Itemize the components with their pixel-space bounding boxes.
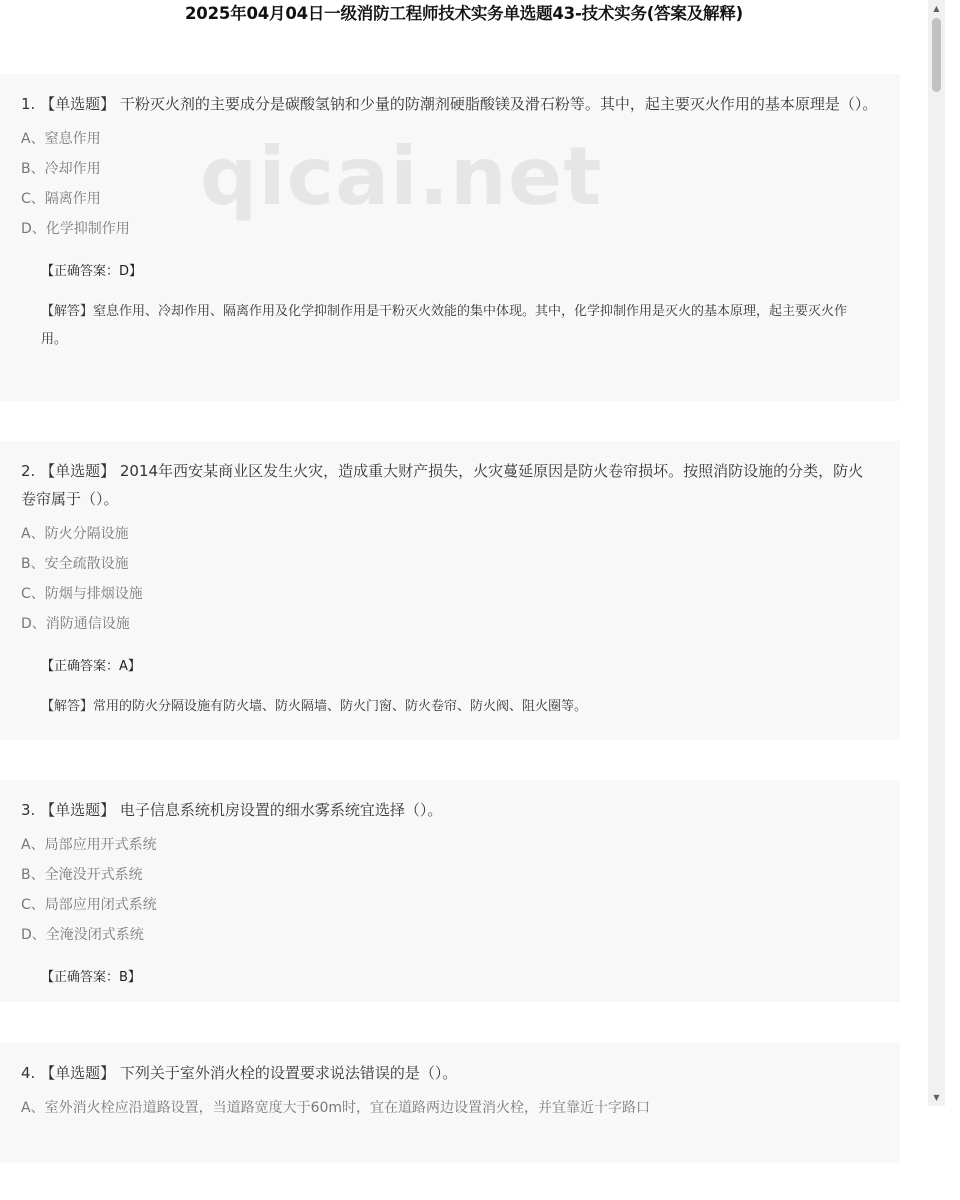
answer-analysis: 【解答】常用的防火分隔设施有防火墙、防火隔墙、防火门窗、防火卷帘、防火阀、阻火圈等。 — [41, 699, 588, 714]
option-a[interactable]: A、局部应用开式系统 — [21, 837, 157, 853]
question-card-3 — [0, 780, 900, 1002]
question-text: 2014年西安某商业区发生火灾，造成重大财产损失，火灾蔓延原因是防火卷帘损坏。按照消防设施的分类，防火卷帘属于（）。 — [21, 462, 864, 508]
question-number: 1. — [21, 95, 36, 113]
option-a[interactable]: A、防火分隔设施 — [21, 526, 129, 542]
question-stem — [21, 457, 878, 513]
question-stem — [21, 90, 878, 118]
question-stem — [21, 796, 878, 824]
option-a[interactable]: A、室外消火栓应沿道路设置，当道路宽度大于60m时，宜在道路两边设置消火栓，并宜靠近十字路口 — [21, 1100, 651, 1116]
correct-answer: 【正确答案：D】 — [41, 264, 143, 279]
question-text: 下列关于室外消火栓的设置要求说法错误的是（）。 — [119, 1064, 458, 1082]
page-title: 2025年04月04日一级消防工程师技术实务单选题43-技术实务(答案及解释) — [185, 4, 743, 23]
question-number: 3. — [21, 801, 36, 819]
scroll-up-icon[interactable]: ▲ — [933, 4, 940, 13]
question-type: 【单选题】 — [40, 95, 116, 113]
option-d[interactable]: D、全淹没闭式系统 — [21, 927, 144, 943]
options-list — [21, 124, 878, 244]
options-list — [21, 1093, 878, 1123]
question-number: 4. — [21, 1064, 36, 1082]
correct-answer: 【正确答案：A】 — [41, 659, 141, 674]
question-text: 电子信息系统机房设置的细水雾系统宜选择（）。 — [119, 801, 443, 819]
answer-analysis: 【解答】窒息作用、冷却作用、隔离作用及化学抑制作用是干粉灭火效能的集中体现。其中，化学抑制作用是灭火的基本原理，起主要灭火作用。 — [41, 304, 848, 347]
option-c[interactable]: C、局部应用闭式系统 — [21, 897, 157, 913]
vertical-scrollbar[interactable] — [928, 0, 945, 1106]
option-d[interactable]: D、化学抑制作用 — [21, 221, 130, 237]
option-b[interactable]: B、全淹没开式系统 — [21, 867, 143, 883]
option-b[interactable]: B、冷却作用 — [21, 161, 101, 177]
question-stem — [21, 1059, 878, 1087]
options-list — [21, 519, 878, 639]
correct-answer: 【正确答案：B】 — [41, 970, 141, 985]
question-text: 干粉灭火剂的主要成分是碳酸氢钠和少量的防潮剂硬脂酸镁及滑石粉等。其中，起主要灭火作用的基本原理是（）。 — [119, 95, 878, 113]
scrollbar-thumb[interactable] — [932, 18, 941, 92]
option-b[interactable]: B、安全疏散设施 — [21, 556, 129, 572]
option-d[interactable]: D、消防通信设施 — [21, 616, 130, 632]
option-c[interactable]: C、防烟与排烟设施 — [21, 586, 143, 602]
option-c[interactable]: C、隔离作用 — [21, 191, 101, 207]
scroll-down-icon[interactable]: ▼ — [933, 1093, 940, 1102]
question-card-4 — [0, 1043, 900, 1163]
question-card-1 — [0, 74, 900, 401]
question-type: 【单选题】 — [40, 462, 116, 480]
question-card-2 — [0, 441, 900, 740]
options-list — [21, 830, 878, 950]
question-type: 【单选题】 — [40, 801, 116, 819]
question-number: 2. — [21, 462, 36, 480]
option-a[interactable]: A、窒息作用 — [21, 131, 101, 147]
question-type: 【单选题】 — [40, 1064, 116, 1082]
